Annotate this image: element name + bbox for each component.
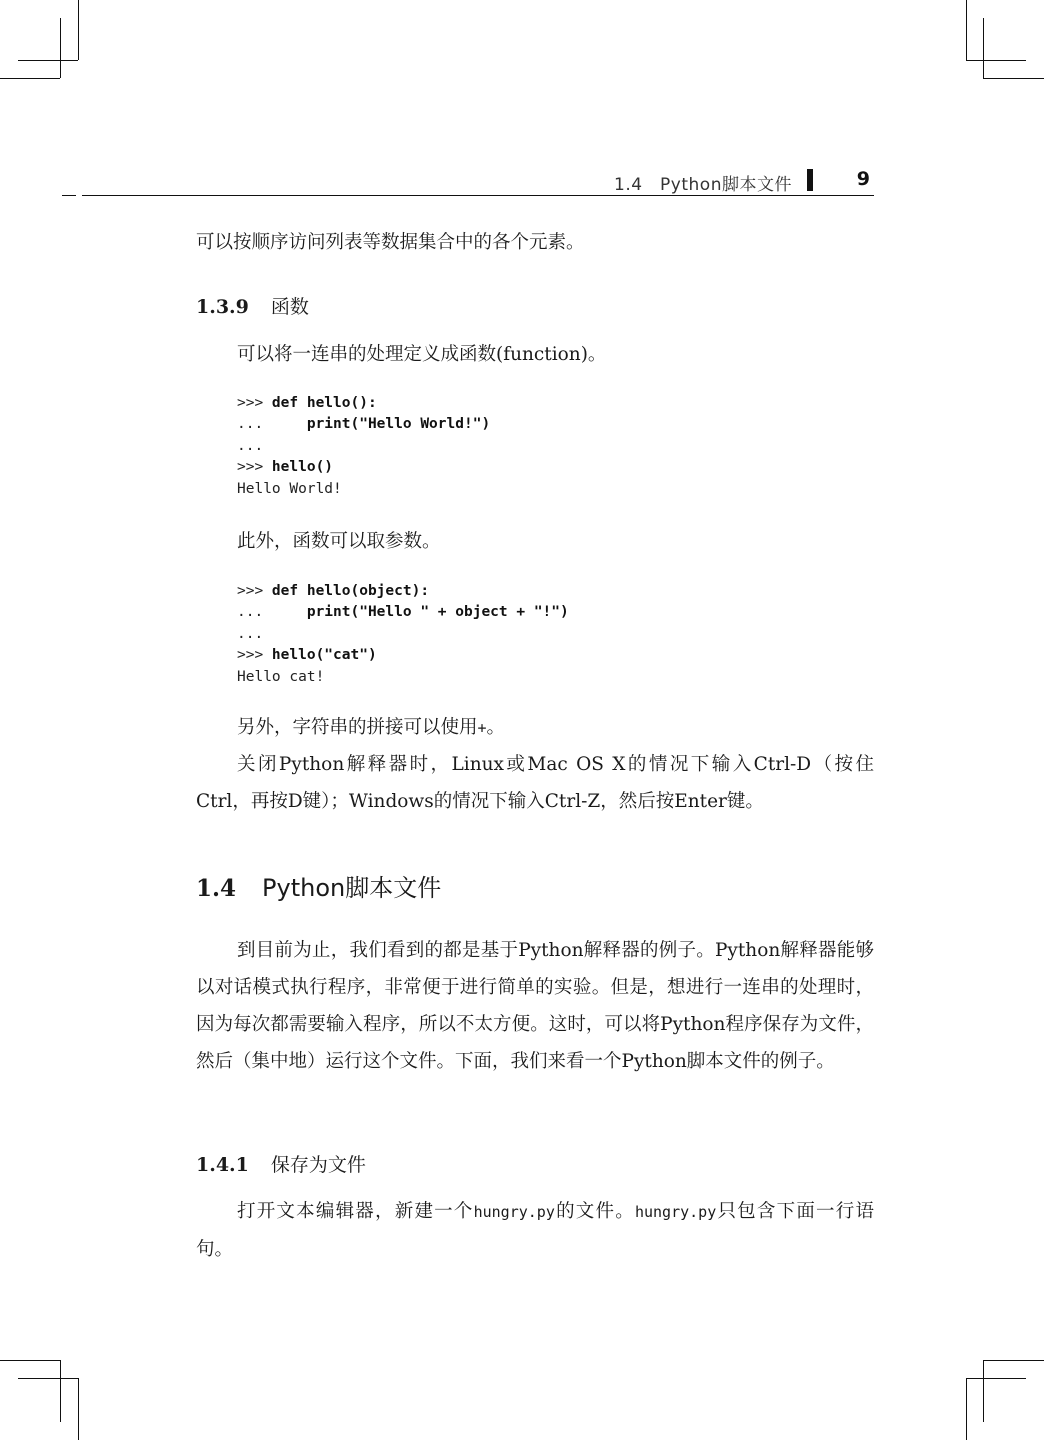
code-block-2 — [237, 581, 569, 688]
code-line: print("Hello " + object + "!") — [306, 604, 569, 621]
paragraph-script: 到目前为止，我们看到的都是基于Python解释器的例子。Python解释器能够以对话模式执行程序，非常便于进行简单的实验。但是，想进行一连串的处理时，因为每次都需要输入程序，所以不太方便。这时，可以将Python程序保存为文件，然后（集中地）运行这个文件。下面，我们来看一个Python脚本文件的例子。 — [196, 940, 874, 1072]
crop-mark — [983, 1360, 984, 1422]
crop-mark — [966, 1378, 1026, 1379]
paragraph-function — [196, 336, 874, 373]
code-output: Hello cat! — [237, 668, 325, 685]
crop-mark — [966, 0, 967, 60]
section-heading-1-4 — [196, 868, 441, 903]
code-output: Hello World! — [237, 480, 342, 497]
crop-mark — [60, 18, 61, 78]
crop-mark — [0, 1360, 60, 1361]
code-prompt: >>> — [237, 395, 272, 411]
section-number: 1.4.1 — [196, 1154, 249, 1176]
text-run: (function)。 — [496, 344, 607, 365]
header-rule — [82, 195, 874, 196]
crop-mark — [78, 0, 79, 60]
text-run: 只包含下面一行语句。 — [196, 1201, 874, 1260]
paragraph-concat — [196, 709, 874, 747]
crop-mark — [0, 78, 60, 79]
running-header — [610, 168, 872, 194]
code-line: hello("cat") — [271, 647, 377, 664]
crop-mark — [983, 18, 984, 78]
code-prompt: >>> — [237, 647, 272, 664]
text-run: 。 — [486, 717, 506, 738]
crop-mark — [78, 1378, 79, 1440]
section-number: 1.3.9 — [196, 296, 249, 318]
crop-mark — [983, 1360, 1044, 1361]
code-line: print("Hello World!") — [306, 416, 491, 433]
code-line: def hello(): — [271, 395, 377, 411]
header-rule-left — [62, 195, 76, 196]
paragraph-save — [196, 1193, 874, 1268]
paragraph-intro: 可以按顺序访问列表等数据集合中的各个元素。 — [196, 232, 585, 253]
crop-mark — [966, 60, 1026, 61]
crop-mark — [60, 1360, 61, 1422]
code-prompt: ... — [237, 625, 264, 642]
section-heading-1-3-9 — [196, 292, 309, 319]
code-prompt: >>> — [237, 459, 272, 476]
text-run: 另外，字符串的拼接可以使用 — [237, 717, 478, 738]
crop-mark — [18, 1378, 78, 1379]
code-line: hello() — [271, 459, 334, 476]
text-run: 打开文本编辑器，新建一个 — [237, 1201, 474, 1222]
section-title: Python脚本文件 — [262, 874, 442, 902]
paragraph-params: 此外，函数可以取参数。 — [237, 531, 441, 552]
inline-code-plus: + — [477, 719, 487, 737]
inline-code-filename: hungry.py — [473, 1203, 555, 1221]
section-number: 1.4 — [196, 875, 237, 902]
section-title: 函数 — [270, 296, 309, 318]
code-prompt: >>> — [237, 583, 272, 599]
code-line: def hello(object): — [271, 583, 430, 599]
code-block-1 — [237, 393, 490, 500]
crop-mark — [983, 78, 1044, 79]
code-prompt: ... — [237, 416, 307, 433]
inline-code-filename: hungry.py — [634, 1203, 717, 1221]
crop-mark — [966, 1378, 967, 1440]
paragraph-exit: 关闭Python解释器时，Linux或Mac OS X的情况下输入Ctrl-D（按住Ctrl，再按D键）；Windows的情况下输入Ctrl-Z，然后按Enter键。 — [196, 754, 874, 812]
running-title: 1.4 Python脚本文件 — [614, 175, 792, 195]
section-title: 保存为文件 — [270, 1154, 366, 1176]
term-function: 函数 — [459, 344, 497, 365]
text-run: 的文件。 — [554, 1201, 635, 1222]
section-heading-1-4-1 — [196, 1150, 366, 1177]
crop-mark — [18, 60, 78, 61]
code-prompt: ... — [237, 437, 264, 454]
header-bar — [807, 169, 813, 191]
text-run: 可以将一连串的处理定义成 — [237, 344, 460, 365]
code-prompt: ... — [237, 604, 307, 621]
page-number: 9 — [856, 168, 870, 190]
